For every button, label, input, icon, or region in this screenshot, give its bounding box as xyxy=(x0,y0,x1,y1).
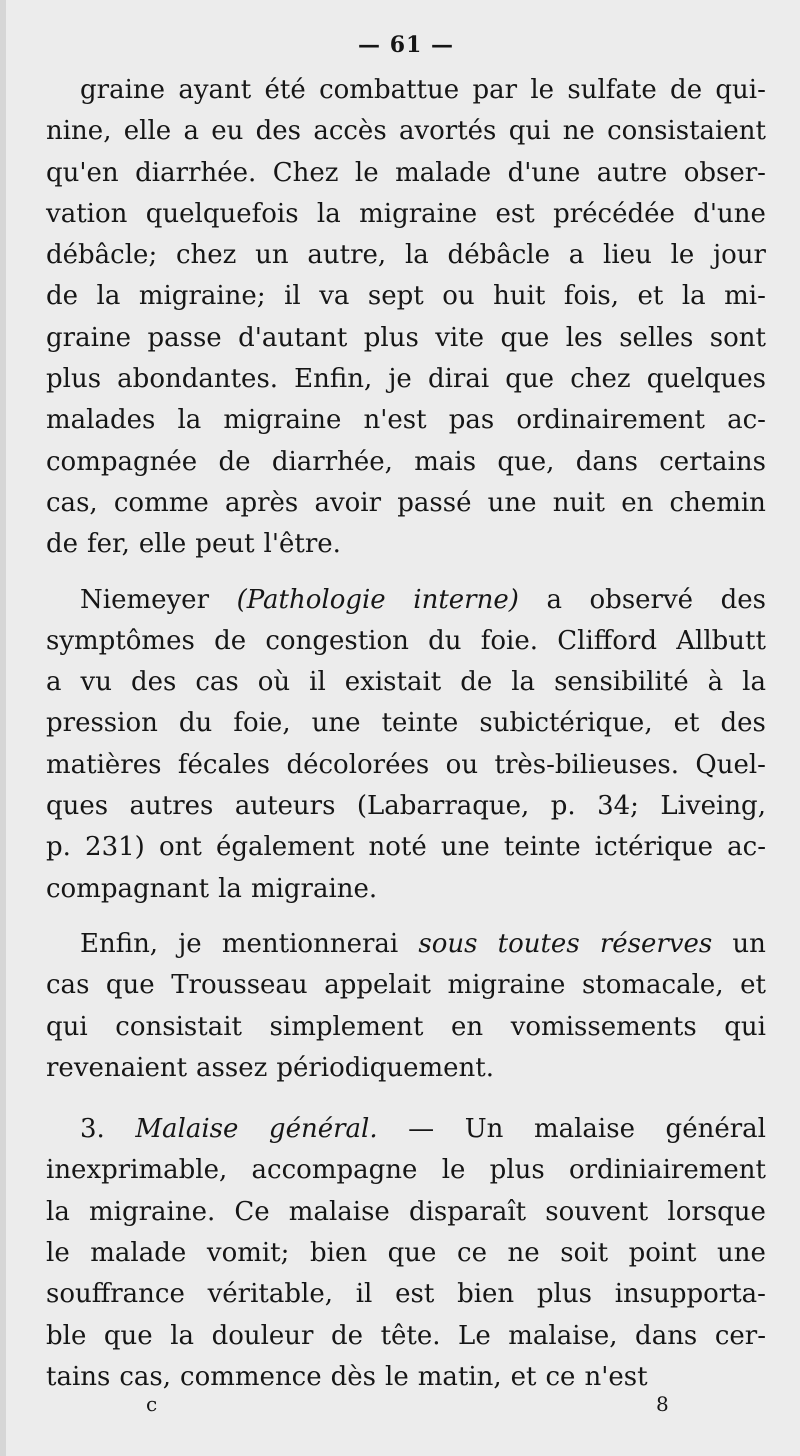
signature-mark-left: c xyxy=(146,1392,158,1416)
word: migraine xyxy=(447,970,566,1001)
word: elle xyxy=(138,529,187,560)
word: avoir xyxy=(314,487,382,518)
word: 34; xyxy=(597,791,639,822)
word: la xyxy=(170,1320,195,1351)
word: chemin xyxy=(669,487,766,518)
word: d'autant xyxy=(238,322,348,353)
word: de xyxy=(214,625,247,656)
text-line xyxy=(46,318,766,359)
word: Allbutt xyxy=(676,625,766,656)
word: interne) xyxy=(413,584,519,615)
text-line xyxy=(46,827,766,868)
text-line xyxy=(46,400,766,441)
word: la xyxy=(46,1196,70,1227)
word: obser- xyxy=(683,157,766,188)
word: simplement xyxy=(269,1011,424,1042)
word: plus xyxy=(536,1279,592,1310)
text-line xyxy=(46,111,766,152)
word: d'une xyxy=(507,157,581,188)
word: dès xyxy=(330,1361,377,1392)
word: où xyxy=(257,667,291,698)
word: je xyxy=(388,364,412,395)
word: graine xyxy=(46,322,132,353)
text-line xyxy=(46,70,766,111)
word: malade xyxy=(90,1238,187,1269)
word: passe xyxy=(147,322,222,353)
word: fer, xyxy=(87,529,130,560)
word: auteurs xyxy=(234,791,336,822)
word: migraine xyxy=(359,198,478,229)
word: diarrhée, xyxy=(271,446,393,477)
word: de xyxy=(46,281,79,312)
word: — xyxy=(408,1114,435,1145)
word: Chez xyxy=(272,157,339,188)
word: certains xyxy=(659,446,766,477)
text-line xyxy=(46,662,766,703)
word: et xyxy=(740,970,766,1001)
word: eu xyxy=(211,116,244,147)
word: ayant xyxy=(178,75,252,105)
text-line xyxy=(46,1109,766,1150)
word: et xyxy=(637,281,664,312)
word: en xyxy=(451,1011,484,1042)
word: la xyxy=(96,281,121,312)
word: sept xyxy=(367,281,424,312)
word: graine xyxy=(80,75,166,105)
word: ordinairement xyxy=(516,405,705,436)
word: n'est xyxy=(584,1361,648,1392)
word: autres xyxy=(129,791,214,822)
word: stomacale, xyxy=(581,970,724,1001)
word: commence xyxy=(180,1361,322,1392)
paragraph-general-malaise xyxy=(46,1109,766,1398)
word: dans xyxy=(575,446,638,477)
word: de xyxy=(670,75,703,105)
word: précédée xyxy=(553,198,675,229)
word: dans xyxy=(635,1320,698,1351)
word: vu xyxy=(80,667,112,698)
text-line xyxy=(46,580,766,621)
word: qui xyxy=(46,1011,88,1042)
text-line xyxy=(46,1150,766,1191)
word: noté xyxy=(368,832,427,863)
word: compagnée xyxy=(46,446,198,477)
paragraph-diarrhea xyxy=(46,70,766,566)
word: réserves xyxy=(599,928,713,959)
word: également xyxy=(215,832,355,863)
word: la xyxy=(316,198,341,229)
word: point xyxy=(628,1238,697,1269)
word: foie. xyxy=(480,625,538,656)
word: un xyxy=(255,240,289,271)
word: diarrhée. xyxy=(135,157,257,188)
word: le xyxy=(385,1361,409,1392)
word: cer- xyxy=(714,1320,766,1351)
word: malaise xyxy=(288,1196,390,1227)
word: fécales xyxy=(177,749,271,780)
word: la xyxy=(742,667,766,698)
word: mentionnerai xyxy=(221,928,399,959)
word: débâcle; xyxy=(46,240,158,271)
word: Malaise xyxy=(135,1114,239,1145)
word: que xyxy=(105,970,155,1001)
word: une xyxy=(440,832,490,863)
word: de xyxy=(331,1320,364,1351)
word: véritable, xyxy=(207,1279,333,1310)
word: autre, xyxy=(307,240,387,271)
word: des xyxy=(720,708,766,739)
word: de xyxy=(218,446,251,477)
word: les xyxy=(565,322,603,353)
word: la xyxy=(177,405,202,436)
word: Un xyxy=(464,1114,504,1145)
text-line xyxy=(46,1048,766,1089)
word: (Labarraque, xyxy=(356,791,530,822)
word: ictérique xyxy=(594,832,713,863)
word: est xyxy=(395,1279,435,1310)
word: le xyxy=(670,240,695,271)
word: pression xyxy=(46,708,158,739)
word: général xyxy=(665,1114,766,1145)
word: des xyxy=(720,584,766,615)
word: souffrance xyxy=(46,1279,185,1310)
text-line xyxy=(46,786,766,827)
word: chez xyxy=(570,364,631,395)
text-line xyxy=(46,1007,766,1048)
word: malades xyxy=(46,405,156,436)
word: souvent xyxy=(545,1196,649,1227)
word: Ce xyxy=(234,1196,270,1227)
word: huit xyxy=(493,281,546,312)
word: ne xyxy=(562,116,595,147)
word: à xyxy=(707,667,724,698)
word: nuit xyxy=(552,487,605,518)
word: Niemeyer xyxy=(80,584,209,615)
word: consistaient xyxy=(607,116,766,147)
word: ques xyxy=(46,791,109,822)
text-line xyxy=(46,924,766,965)
word: Le xyxy=(458,1320,491,1351)
word: migraine. xyxy=(88,1196,216,1227)
word: que, xyxy=(497,446,555,477)
word: migraine; xyxy=(138,281,266,312)
text-line xyxy=(46,869,766,910)
word: foie, xyxy=(233,708,291,739)
text-line xyxy=(46,153,766,194)
word: a xyxy=(568,240,585,271)
word: qui xyxy=(724,1011,766,1042)
word: cas, xyxy=(46,487,98,518)
word: appelait xyxy=(324,970,431,1001)
text-line xyxy=(46,359,766,400)
word: assez xyxy=(196,1052,268,1083)
word: matin, xyxy=(417,1361,502,1392)
word: la xyxy=(218,873,242,904)
word: vomissements xyxy=(510,1011,697,1042)
word: qui xyxy=(508,116,551,147)
word: Clifford xyxy=(557,625,657,656)
text-line xyxy=(46,276,766,317)
word: passé xyxy=(397,487,472,518)
word: bien xyxy=(457,1279,515,1310)
word: existait xyxy=(344,667,442,698)
word: sous xyxy=(418,928,478,959)
word: une xyxy=(311,708,361,739)
word: plus xyxy=(363,322,419,353)
paragraph-liver-congestion xyxy=(46,580,766,910)
word: teinte xyxy=(381,708,459,739)
signature-mark-right: 8 xyxy=(656,1392,669,1416)
word: nine, xyxy=(46,116,112,147)
word: plus xyxy=(46,364,102,395)
word: ce xyxy=(457,1238,487,1269)
word: peut xyxy=(195,529,255,560)
word: matières xyxy=(46,749,162,780)
word: Enfin, xyxy=(294,364,373,395)
word: après xyxy=(224,487,299,518)
word: compagnant xyxy=(46,873,210,904)
word: une xyxy=(717,1238,766,1269)
word: symptômes xyxy=(46,625,195,656)
word: périodiquement. xyxy=(276,1052,494,1083)
word: a xyxy=(546,584,562,615)
text-line xyxy=(46,1274,766,1315)
word: autre xyxy=(596,157,668,188)
text-line xyxy=(46,442,766,483)
word: il xyxy=(284,281,301,312)
word: chez xyxy=(175,240,237,271)
word: combattue xyxy=(319,75,460,105)
text-line xyxy=(46,1316,766,1357)
word: qu'en xyxy=(46,157,119,188)
word: ac- xyxy=(727,832,766,863)
word: ou xyxy=(445,749,479,780)
word: la xyxy=(681,281,706,312)
word: que xyxy=(103,1320,153,1351)
word: a xyxy=(46,667,62,698)
word: par xyxy=(472,75,518,105)
word: malaise xyxy=(533,1114,635,1145)
text-line xyxy=(46,621,766,662)
word: je xyxy=(178,928,202,959)
word: congestion xyxy=(265,625,409,656)
text-line xyxy=(46,235,766,276)
word: fois, xyxy=(563,281,620,312)
word: quelquefois xyxy=(145,198,299,229)
word: Liveing, xyxy=(660,791,766,822)
word: sont xyxy=(709,322,766,353)
word: p. xyxy=(46,832,71,863)
word: migraine xyxy=(223,405,342,436)
word: comme xyxy=(113,487,209,518)
word: et xyxy=(673,708,700,739)
word: que xyxy=(505,364,555,395)
word: ont xyxy=(158,832,202,863)
word: quelques xyxy=(646,364,766,395)
word: des xyxy=(130,667,177,698)
word: un xyxy=(732,928,766,959)
word: en xyxy=(621,487,654,518)
word: ou xyxy=(442,281,475,312)
word: vation xyxy=(46,198,128,229)
word: disparaît xyxy=(408,1196,527,1227)
word: toutes xyxy=(497,928,580,959)
word: accompagne xyxy=(251,1155,418,1186)
word: consistait xyxy=(115,1011,242,1042)
word: le xyxy=(46,1238,70,1269)
word: cas, xyxy=(119,1361,172,1392)
paragraph-stomach-migraine xyxy=(46,924,766,1089)
word: avortés xyxy=(398,116,497,147)
word: du xyxy=(428,625,462,656)
word: est xyxy=(495,198,535,229)
word: 3. xyxy=(80,1114,105,1145)
word: jour xyxy=(713,240,766,271)
word: elle xyxy=(123,116,172,147)
word: la xyxy=(511,667,536,698)
word: ble xyxy=(46,1320,87,1351)
word: que xyxy=(500,322,550,353)
word: de xyxy=(460,667,493,698)
word: très-bilieuses. xyxy=(494,749,679,780)
word: malaise, xyxy=(508,1320,618,1351)
word: débâcle xyxy=(447,240,550,271)
word: le xyxy=(354,157,379,188)
text-line xyxy=(46,745,766,786)
word: 231) xyxy=(85,832,145,863)
word: plus xyxy=(489,1155,545,1186)
word: teinte xyxy=(503,832,581,863)
page-number: — 61 — xyxy=(358,32,454,58)
word: vomit; xyxy=(206,1238,290,1269)
word: le xyxy=(530,75,555,105)
word: vite xyxy=(435,322,485,353)
text-line xyxy=(46,965,766,1006)
word: accès xyxy=(313,116,387,147)
word: général. xyxy=(268,1114,378,1145)
body-text xyxy=(46,70,766,1398)
word: tête. xyxy=(380,1320,441,1351)
word: été xyxy=(264,75,306,105)
word: bien xyxy=(309,1238,368,1269)
text-line xyxy=(46,524,766,565)
word: qui- xyxy=(715,75,766,105)
word: et xyxy=(510,1361,537,1392)
word: (Pathologie xyxy=(236,584,386,615)
word: migraine. xyxy=(250,873,378,904)
word: a xyxy=(183,116,199,147)
word: lorsque xyxy=(667,1196,766,1227)
word: tains xyxy=(46,1361,111,1392)
word: inexprimable, xyxy=(46,1155,228,1186)
word: selles xyxy=(619,322,694,353)
word: décolorées xyxy=(286,749,430,780)
word: va xyxy=(319,281,350,312)
word: abondantes. xyxy=(117,364,279,395)
word: ce xyxy=(545,1361,576,1392)
word: une xyxy=(487,487,537,518)
word: de xyxy=(46,529,79,560)
word: il xyxy=(355,1279,373,1310)
word: que xyxy=(387,1238,437,1269)
word: le xyxy=(441,1155,466,1186)
text-line xyxy=(46,1192,766,1233)
word: n'est xyxy=(363,405,427,436)
word: ac- xyxy=(727,405,766,436)
word: la xyxy=(404,240,429,271)
word: sensibilité xyxy=(554,667,689,698)
text-line xyxy=(46,1233,766,1274)
word: sulfate xyxy=(567,75,657,105)
word: soit xyxy=(560,1238,609,1269)
word: l'être. xyxy=(263,529,341,560)
word: lieu xyxy=(603,240,652,271)
word: dirai xyxy=(427,364,490,395)
word: du xyxy=(178,708,213,739)
word: revenaient xyxy=(46,1052,188,1083)
word: cas xyxy=(46,970,90,1001)
word: Enfin, xyxy=(80,928,159,959)
word: insupporta- xyxy=(614,1279,766,1310)
word: douleur xyxy=(211,1320,314,1351)
word: des xyxy=(255,116,302,147)
word: Trousseau xyxy=(171,970,308,1001)
word: Quel- xyxy=(695,749,766,780)
word: mi- xyxy=(724,281,766,312)
word: subictérique, xyxy=(479,708,653,739)
text-line xyxy=(46,194,766,235)
word: malade xyxy=(395,157,492,188)
word: cas xyxy=(195,667,239,698)
word: d'une xyxy=(693,198,766,229)
text-line xyxy=(46,483,766,524)
word: il xyxy=(309,667,326,698)
word: pas xyxy=(448,405,495,436)
text-line xyxy=(46,703,766,744)
word: ne xyxy=(507,1238,540,1269)
word: ordiniairement xyxy=(569,1155,766,1186)
word: p. xyxy=(550,791,576,822)
word: observé xyxy=(589,584,694,615)
word: mais xyxy=(414,446,477,477)
